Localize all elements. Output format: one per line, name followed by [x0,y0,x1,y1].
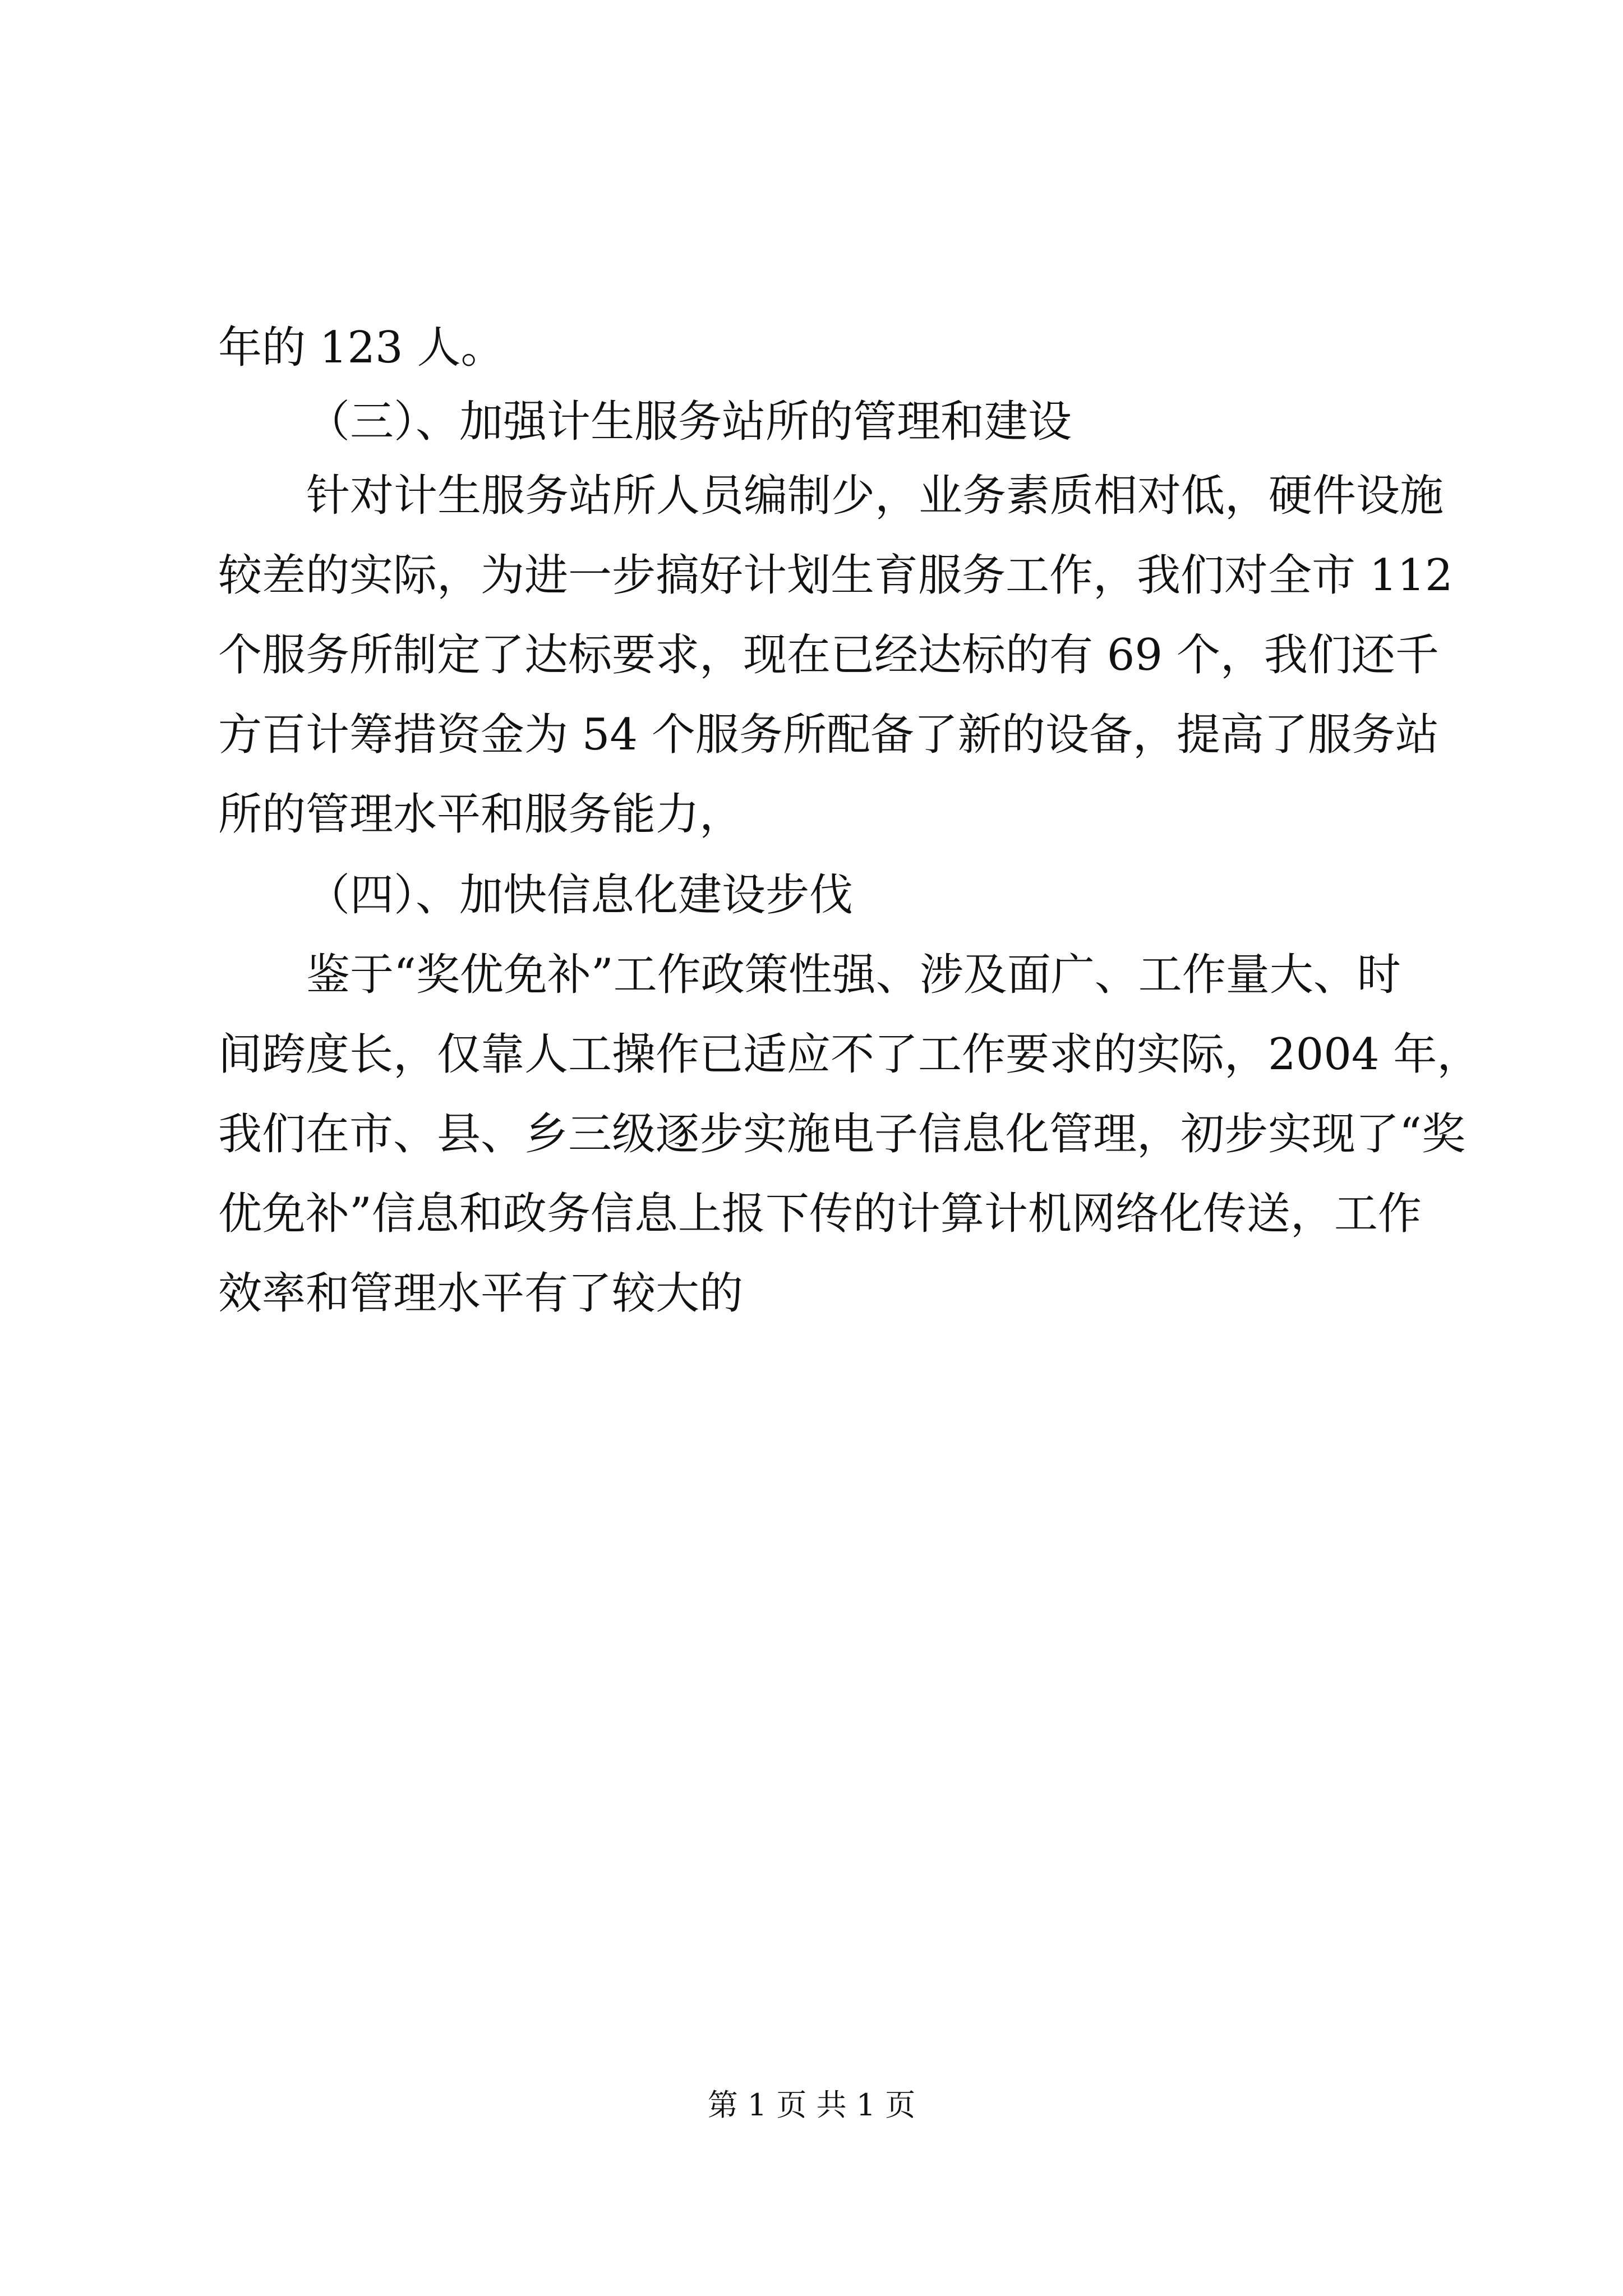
section-heading-4: （四）、加快信息化建设步伐 [306,870,854,921]
paragraph-line-5: 方百计筹措资金为 54 个服务所配备了新的设备，提高了服务站 [218,710,1439,760]
paragraph-line-9: 我们在市、县、乡三级逐步实施电子信息化管理，初步实现了“奖 [218,1109,1465,1159]
paragraph-line-3: 较差的实际，为进一步搞好计划生育服务工作，我们对全市 112 [218,550,1453,601]
paragraph-line-10: 优免补”信息和政务信息上报下传的计算计机网络化传送，工作 [218,1189,1422,1239]
paragraph-line-7: 鉴于“奖优免补”工作政策性强、涉及面广、工作量大、时 [306,950,1401,1000]
paragraph-line-6: 所的管理水平和服务能力， [218,789,744,840]
paragraph-line-2: 针对计生服务站所人员编制少，业务素质相对低，硬件设施 [306,471,1444,521]
paragraph-line-11: 效率和管理水平有了较大的 [218,1268,744,1319]
section-heading-3: （三）、加强计生服务站所的管理和建设 [306,397,1072,447]
paragraph-line-1: 年的 123 人。 [218,323,505,373]
page-footer: 第 1 页 共 1 页 [707,2087,916,2123]
paragraph-line-4: 个服务所制定了达标要求，现在已经达标的有 69 个，我们还千 [218,630,1439,680]
paragraph-line-8: 间跨度长，仅靠人工操作已适应不了工作要求的实际，2004 年， [218,1029,1481,1080]
